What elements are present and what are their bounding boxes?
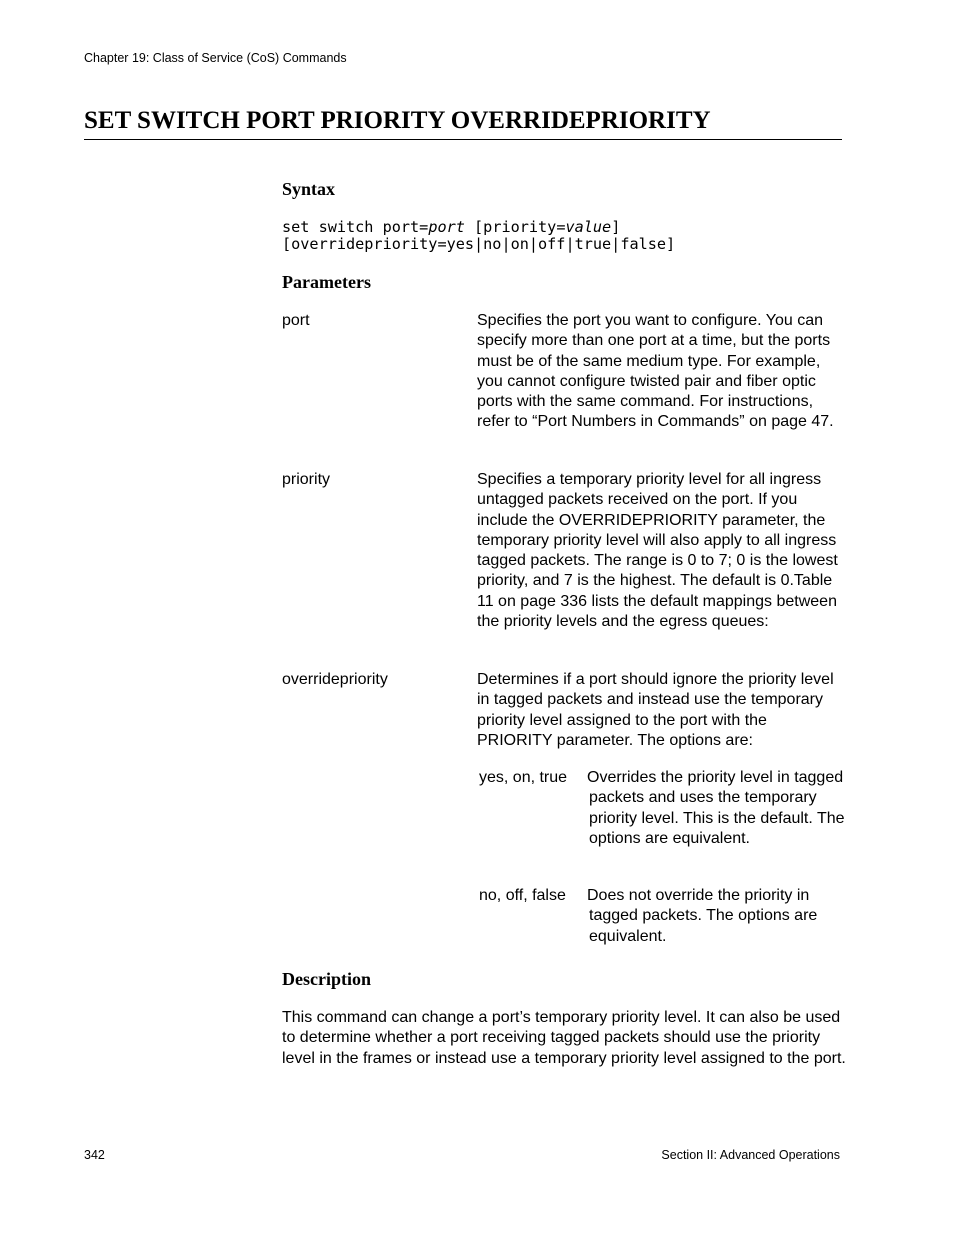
option-name-yes: yes, on, true <box>479 769 568 786</box>
parameters-heading: Parameters <box>282 272 371 292</box>
option-name-no: no, off, false <box>479 887 566 904</box>
running-header: Chapter 19: Class of Service (CoS) Commands <box>84 51 347 65</box>
section-footer: Section II: Advanced Operations <box>661 1148 840 1162</box>
param-desc-priority: Specifies a temporary priority level for all ingress untagged packets received on the port. If you include the OVERRIDEPRIORITY parameter, the temporary priority level will also apply to all ingress tagged packets. The range is 0 to 7; 0 is the lowest priority, and 7 is the highest. The default is 0.Table 11 on page 336 lists the default mappings between the priority levels and the egress queues: <box>477 471 838 631</box>
syntax-value-placeholder: value <box>565 218 612 236</box>
option-desc-no: Does not override the priority in tagged packets. The options are equivalent. <box>587 887 818 945</box>
syntax-line-2: [overridepriority=yes|no|on|off|true|false] <box>282 235 676 253</box>
syntax-block <box>282 219 675 253</box>
syntax-text: ] <box>611 218 621 236</box>
description-heading: Description <box>282 969 371 989</box>
syntax-text: [priority= <box>464 218 566 236</box>
param-name-port: port <box>282 312 310 329</box>
syntax-port-placeholder: port <box>428 218 465 236</box>
description-text: This command can change a port’s temporary priority level. It can also be used to determine whether a port receiving tagged packets should use the priority level in the frames or instead use a temporary priority level assigned to the port. <box>282 1009 846 1067</box>
param-name-priority: priority <box>282 471 331 488</box>
syntax-text: set switch port= <box>282 218 429 236</box>
page-number: 342 <box>84 1148 105 1162</box>
syntax-heading: Syntax <box>282 179 336 199</box>
param-desc-overridepriority: Determines if a port should ignore the priority level in tagged packets and instead use the temporary priority level assigned to the port with the PRIORITY parameter. The options are: <box>477 671 834 749</box>
param-name-overridepriority: overridepriority <box>282 671 388 688</box>
option-desc-yes: Overrides the priority level in tagged packets and uses the temporary priority level. This is the default. The options are equivalent. <box>587 769 845 847</box>
param-desc-port: Specifies the port you want to configure. You can specify more than one port at a time, but the ports must be of the same medium type. For example, you cannot configure twisted pair and fiber optic ports with the same command. For instructions, refer to “Port Numbers in Commands” on page 47. <box>477 312 834 431</box>
page-title: SET SWITCH PORT PRIORITY OVERRIDEPRIORITY <box>84 106 842 140</box>
